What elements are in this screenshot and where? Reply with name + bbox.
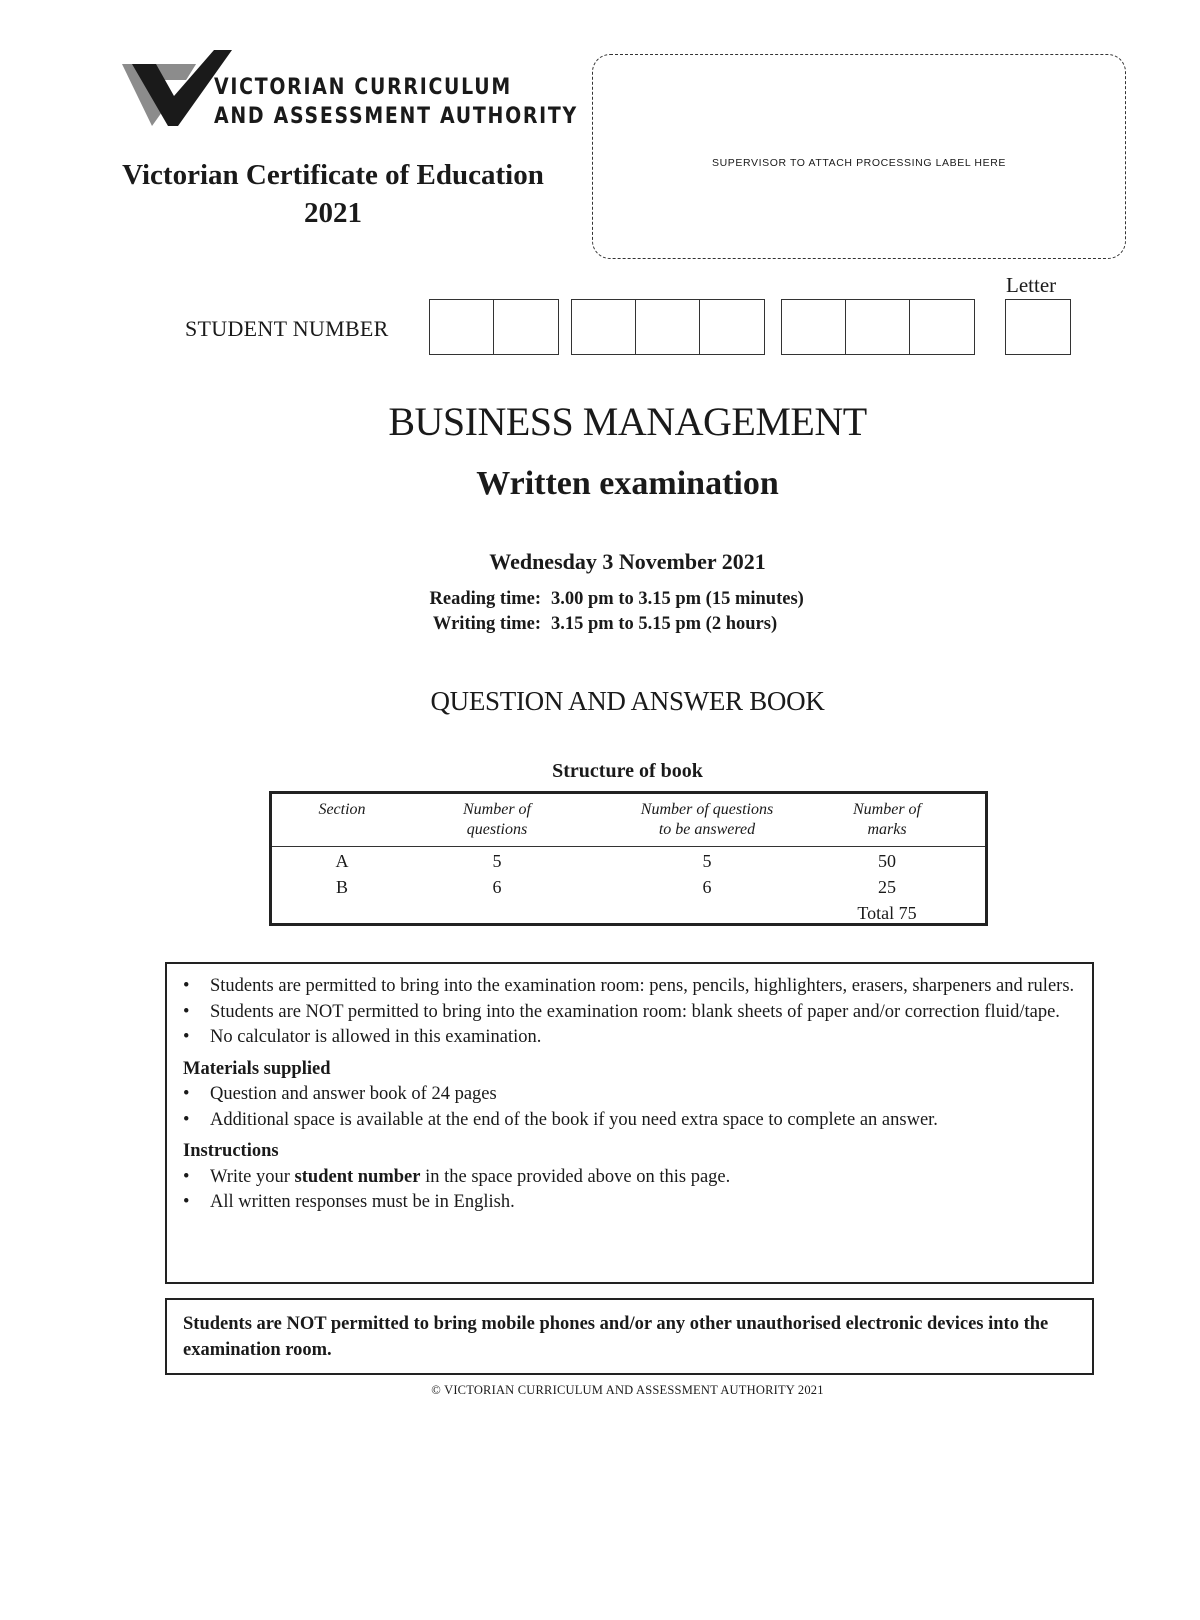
certificate-year: 2021: [304, 197, 362, 229]
structure-header-row: [272, 794, 985, 847]
header-section: [292, 800, 392, 820]
authority-name: [214, 73, 578, 131]
not-permitted-text: Students are NOT permitted to bring into the examination room: blank sheets of paper and/or correction fluid/tape.: [210, 1001, 1060, 1022]
reading-time-label: Reading time:: [429, 589, 541, 609]
bullet: •: [183, 1027, 190, 1047]
student-number-box[interactable]: [572, 300, 636, 354]
instructions-box: [165, 962, 1094, 1284]
writing-time-label: Writing time:: [432, 614, 541, 634]
materials-list: [183, 1082, 1076, 1133]
exam-date: Wednesday 3 November 2021: [489, 549, 766, 574]
row-b-questions: 6: [492, 877, 502, 897]
header-num-questions-line2: questions: [466, 821, 528, 838]
list-item: [183, 1000, 1076, 1026]
list-item: [183, 1190, 1076, 1216]
permitted-text: Students are permitted to bring into the examination room: pens, pencils, highlighters, erasers, sharpeners and rulers.: [210, 976, 1075, 996]
row-a-section: A: [335, 851, 349, 871]
row-a-questions: 5: [492, 851, 502, 871]
certificate-name: Victorian Certificate of Education: [122, 159, 544, 191]
certificate-title: [118, 156, 548, 232]
permission-list: [183, 974, 1076, 1051]
student-number-group-2: [571, 299, 765, 355]
bullet: •: [183, 1192, 190, 1212]
header-num-questions: [442, 800, 552, 840]
materials-heading: Materials supplied: [183, 1058, 331, 1079]
instruction-1-bold: student number: [294, 1166, 421, 1187]
book-title: QUESTION AND ANSWER BOOK: [430, 686, 825, 716]
header-marks: [832, 800, 942, 840]
no-calculator-text: No calculator is allowed in this examination.: [210, 1027, 542, 1047]
header-section-text: Section: [318, 801, 366, 818]
structure-table: [269, 791, 988, 926]
device-warning-box: [165, 1298, 1094, 1375]
structure-title: Structure of book: [552, 760, 703, 782]
instruction-1-pre: Write your: [210, 1166, 295, 1187]
list-item: [183, 1108, 1076, 1134]
exam-type: Written examination: [476, 465, 779, 502]
instruction-1-post: in the space provided above on this page.: [420, 1166, 731, 1187]
student-number-group-3: [781, 299, 975, 355]
list-item: [183, 1165, 1076, 1191]
student-number-label: STUDENT NUMBER: [185, 316, 389, 341]
instruction-2: All written responses must be in English.: [210, 1192, 515, 1212]
bullet: •: [183, 1109, 190, 1130]
header-num-questions-line1: Number of: [463, 801, 531, 818]
header-to-answer-line1: Number of questions: [640, 801, 774, 818]
row-a-answered: 5: [702, 851, 712, 871]
list-item: [183, 1082, 1076, 1108]
bullet: •: [183, 1166, 190, 1187]
header-marks-line2: marks: [867, 821, 907, 838]
bullet: •: [183, 976, 190, 996]
student-number-box[interactable]: [700, 300, 764, 354]
letter-box[interactable]: [1005, 299, 1071, 355]
student-number-box[interactable]: [910, 300, 974, 354]
student-number-box[interactable]: [636, 300, 700, 354]
row-b-answered: 6: [702, 877, 712, 897]
student-number-group-1: [429, 299, 559, 355]
bullet: •: [183, 1001, 190, 1022]
authority-line-2: AND ASSESSMENT AUTHORITY: [214, 104, 578, 129]
writing-time-value: 3.15 pm to 5.15 pm (2 hours): [551, 614, 778, 634]
instructions-heading: Instructions: [183, 1141, 279, 1161]
device-warning-text: Students are NOT permitted to bring mobile phones and/or any other unauthorised electronic devices into the examination room.: [183, 1314, 1049, 1360]
total-marks: Total 75: [857, 903, 917, 923]
reading-time-value: 3.00 pm to 3.15 pm (15 minutes): [551, 589, 804, 609]
list-item: [183, 1025, 1076, 1051]
processing-label-text: SUPERVISOR TO ATTACH PROCESSING LABEL HERE: [712, 157, 1006, 169]
row-a-marks: 50: [878, 851, 896, 871]
materials-item-1: Question and answer book of 24 pages: [210, 1084, 497, 1104]
bullet: •: [183, 1084, 190, 1104]
list-item: [183, 974, 1076, 1000]
student-number-box[interactable]: [494, 300, 558, 354]
letter-label: Letter: [1006, 273, 1057, 297]
header-marks-line1: Number of: [853, 801, 921, 818]
row-b-section: B: [335, 877, 348, 897]
instructions-list: [183, 1165, 1076, 1216]
header-to-answer: [602, 800, 812, 840]
row-b-marks: 25: [878, 877, 896, 897]
student-number-box[interactable]: [430, 300, 494, 354]
student-number-box[interactable]: [846, 300, 910, 354]
copyright-notice: © VICTORIAN CURRICULUM AND ASSESSMENT AUTHORITY 2021: [431, 1383, 824, 1397]
student-number-box[interactable]: [782, 300, 846, 354]
subject-title: BUSINESS MANAGEMENT: [388, 399, 867, 444]
materials-item-2: Additional space is available at the end of the book if you need extra space to complete an answer.: [210, 1109, 938, 1130]
authority-line-1: VICTORIAN CURRICULUM: [214, 75, 512, 100]
header-to-answer-line2: to be answered: [658, 821, 756, 838]
exam-times: [408, 587, 804, 637]
